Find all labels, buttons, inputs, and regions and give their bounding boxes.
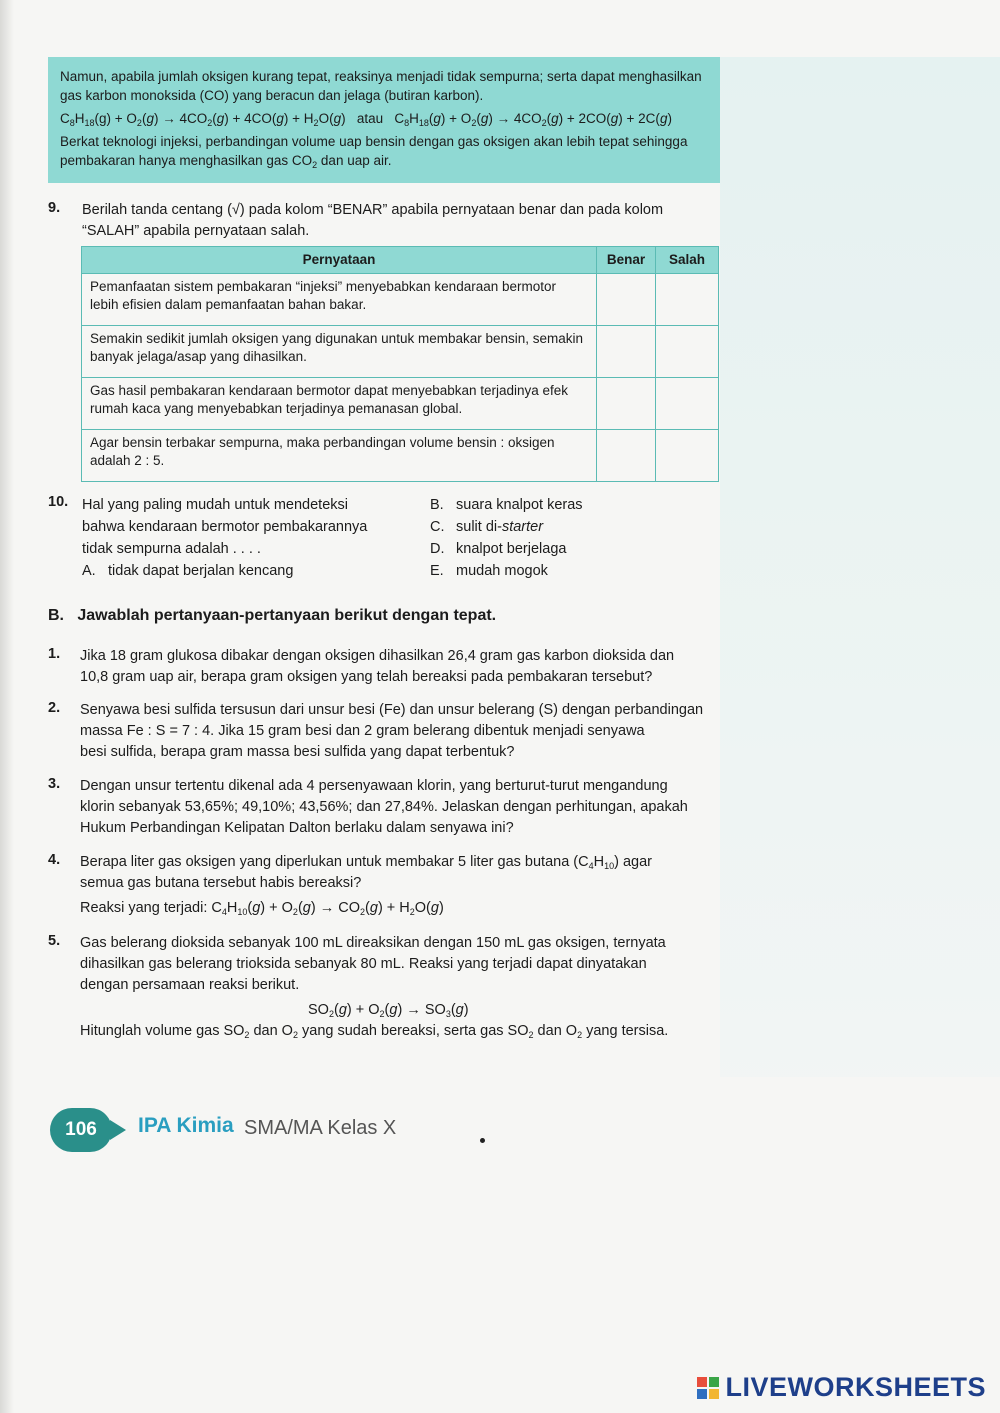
- q10-option-e[interactable]: [430, 560, 548, 582]
- info-box: [48, 57, 720, 183]
- essay-line: dihasilkan gas belerang trioksida sebanyak 80 mL. Reaksi yang terjadi dapat dinyatakan: [80, 956, 647, 972]
- essay-line: Berapa liter gas oksigen yang diperlukan untuk membakar 5 liter gas butana $(C_4H_{10})$ agar: [80, 854, 652, 871]
- essay-3-text: [80, 776, 720, 839]
- benar-checkbox-3[interactable]: [597, 378, 656, 430]
- section-b-title: B. Jawablah pertanyaan-pertanyaan berikut dengan tepat.: [48, 607, 497, 624]
- statement-cell: Agar bensin terbakar sempurna, maka perbandingan volume bensin : oksigen adalah 2 : 5.: [82, 430, 597, 482]
- option-letter: C.: [430, 519, 445, 535]
- table-row: [82, 378, 719, 430]
- q9-number: 9.: [48, 200, 61, 216]
- essay-line: Dengan unsur tertentu dikenal ada 4 persenyawaan klorin, yang berturut-turut mengandung: [80, 778, 668, 794]
- option-letter: A.: [82, 563, 96, 579]
- q10-stem-line: Hal yang paling mudah untuk mendeteksi: [82, 497, 348, 513]
- q9-line-1: Berilah tanda centang (√) pada kolom “BENAR” apabila pernyataan benar dan pada kolom: [82, 202, 664, 218]
- q9-text: [82, 200, 722, 242]
- benar-checkbox-2[interactable]: [597, 326, 656, 378]
- q10-stem-line: tidak sempurna adalah . . . .: [82, 541, 261, 557]
- liveworksheets-icon: [697, 1377, 719, 1399]
- header-pernyataan: Pernyataan: [82, 247, 597, 274]
- essay-line: Gas belerang dioksida sebanyak 100 mL direaksikan dengan 150 mL gas oksigen, ternyata: [80, 935, 666, 951]
- essay-3-number: 3.: [48, 776, 61, 792]
- q9-line-2: “SALAH” apabila pernyataan salah.: [82, 223, 310, 239]
- option-text: mudah mogok: [456, 563, 548, 579]
- option-text: suara knalpot keras: [456, 497, 583, 513]
- benar-checkbox-1[interactable]: [597, 274, 656, 326]
- liveworksheets-wordmark: LIVEWORKSHEETS: [725, 1372, 986, 1402]
- info-line-1: Namun, apabila jumlah oksigen kurang tepat, reaksinya menjadi tidak sempurna; serta dapat menghasilkan: [60, 69, 702, 84]
- essay-5-number: 5.: [48, 933, 61, 949]
- statement-cell: Semakin sedikit jumlah oksigen yang digunakan untuk membakar bensin, semakin banyak jelaga/asap yang dihasilkan.: [82, 326, 597, 378]
- page-number: 106: [65, 1119, 97, 1140]
- option-text-italic: starter: [501, 519, 544, 535]
- info-line-2: gas karbon monoksida (CO) yang beracun dan jelaga (butiran karbon).: [60, 88, 484, 103]
- essay-line: Jika 18 gram glukosa dibakar dengan oksigen dihasilkan 26,4 gram gas karbon dioksida dan: [80, 648, 675, 664]
- salah-checkbox-3[interactable]: [656, 378, 719, 430]
- essay-4-number: 4.: [48, 852, 61, 868]
- essay-line: besi sulfida, berapa gram massa besi sulfida yang dapat terbentuk?: [80, 744, 515, 760]
- book-title-bold: IPA Kimia: [138, 1114, 234, 1137]
- option-text: tidak dapat berjalan kencang: [108, 563, 294, 579]
- option-letter: B.: [430, 497, 444, 513]
- q10-stem-line: bahwa kendaraan bermotor pembakarannya: [82, 519, 368, 535]
- salah-checkbox-1[interactable]: [656, 274, 719, 326]
- essay-line: dengan persamaan reaksi berikut.: [80, 977, 300, 993]
- header-salah: Salah: [656, 247, 719, 274]
- q10-option-d[interactable]: [430, 538, 566, 560]
- q10-option-b[interactable]: [430, 494, 583, 516]
- table-row: [82, 274, 719, 326]
- ink-dot: [480, 1138, 485, 1143]
- liveworksheets-logo: [697, 1372, 986, 1403]
- essay-2-number: 2.: [48, 700, 61, 716]
- benar-checkbox-4[interactable]: [597, 430, 656, 482]
- q10-option-a[interactable]: [82, 560, 293, 582]
- essay-line: Senyawa besi sulfida tersusun dari unsur besi (Fe) dan unsur belerang (S) dengan perbandingan: [80, 702, 704, 718]
- essay-1-number: 1.: [48, 646, 61, 662]
- statement-cell: Gas hasil pembakaran kendaraan bermotor dapat menyebabkan terjadinya efek rumah kaca yang menyebabkan terjadinya pemanasan global.: [82, 378, 597, 430]
- essay-line: 10,8 gram uap air, berapa gram oksigen yang telah bereaksi pada pembakaran tersebut?: [80, 669, 653, 685]
- essay-line: massa Fe : S = 7 : 4. Jika 15 gram besi dan 2 gram belerang dibentuk menjadi senyawa: [80, 723, 645, 739]
- facing-page-showthrough: [720, 57, 1000, 1077]
- essay-2-text: [80, 700, 720, 763]
- salah-checkbox-4[interactable]: [656, 430, 719, 482]
- info-line-4: pembakaran hanya menghasilkan gas $CO_2$ dan uap air.: [60, 153, 392, 170]
- essay-4-reaction: Reaksi yang terjadi: $C_4H_{10}(g) + O_2(g) \to CO_2(g) + H_2O(g)$: [80, 900, 444, 917]
- essay-line: semua gas butana tersebut habis bereaksi?: [80, 875, 362, 891]
- page-number-badge: [50, 1108, 112, 1152]
- essay-4-text: [80, 852, 720, 919]
- option-letter: E.: [430, 563, 444, 579]
- combustion-equations: $C_8H_{18}(g) + O_2(g) \to 4CO_2(g) + 4CO(g) + H_2O(g)$ atau $C_8H_{18}(g) + O_2(g) \to 4CO_2(g) + 2CO(g) + 2C(g)$: [60, 111, 672, 128]
- q10-option-c[interactable]: [430, 516, 543, 538]
- essay-5-reaction: $SO_2(g) + O_2(g) \to SO_3(g)$: [308, 1002, 469, 1019]
- header-benar: Benar: [597, 247, 656, 274]
- q10-number: 10.: [48, 494, 69, 510]
- or-word: atau: [356, 111, 384, 126]
- essay-line: Hitunglah volume gas $SO_2$ dan $O_2$ yang sudah bereaksi, serta gas $SO_2$ dan $O_2$ yang tersisa.: [80, 1023, 669, 1040]
- essay-1-text: [80, 646, 720, 688]
- salah-checkbox-2[interactable]: [656, 326, 719, 378]
- true-false-table: [81, 246, 719, 482]
- table-row: [82, 430, 719, 482]
- statement-cell: Pemanfaatan sistem pembakaran “injeksi” menyebabkan kendaraan bermotor lebih efisien dalam pemanfaatan bahan bakar.: [82, 274, 597, 326]
- option-text: sulit di-: [456, 519, 502, 535]
- essay-line: klorin sebanyak 53,65%; 49,10%; 43,56%; dan 27,84%. Jelaskan dengan perhitungan, apakah: [80, 799, 688, 815]
- essay-5-text: [80, 933, 720, 1042]
- book-title-regular: SMA/MA Kelas X: [244, 1117, 397, 1139]
- info-line-3: Berkat teknologi injeksi, perbandingan volume uap bensin dengan gas oksigen akan lebih tepat sehingga: [60, 134, 688, 149]
- essay-line: Hukum Perbandingan Kelipatan Dalton berlaku dalam senyawa ini?: [80, 820, 514, 836]
- option-letter: D.: [430, 541, 445, 557]
- page-edge-shadow: [0, 0, 14, 1413]
- q10-stem: [82, 494, 402, 560]
- table-row: [82, 326, 719, 378]
- option-text: knalpot berjelaga: [456, 541, 567, 557]
